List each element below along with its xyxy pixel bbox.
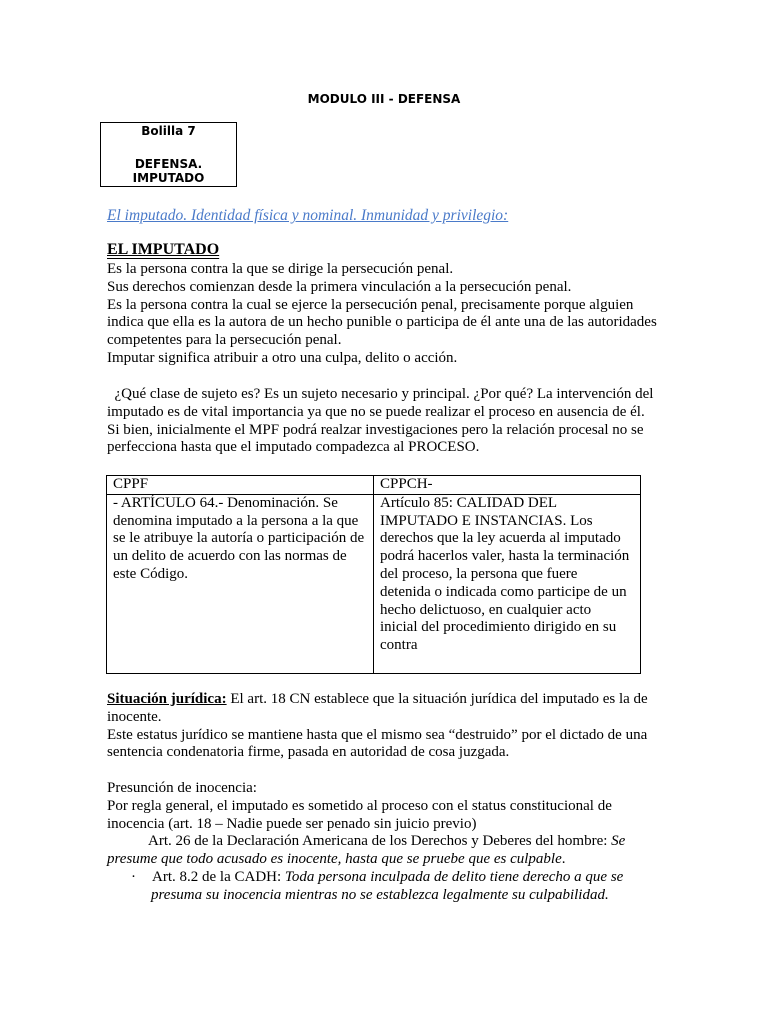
art26-quote-start: Se bbox=[611, 833, 626, 850]
situacion-label: Situación jurídica: bbox=[107, 691, 227, 707]
art26-line-2 bbox=[107, 851, 667, 869]
cell-line: detenida o indicada como participe de un bbox=[380, 583, 627, 600]
bullet-icon: · bbox=[131, 868, 136, 885]
intro-line: Imputar significa atribuir a otro una culpa, delito o acción. bbox=[107, 349, 458, 366]
table-header-cppch: CPPCH- bbox=[374, 476, 641, 495]
cadh-quote-start: Toda persona inculpada de delito tiene derecho a que se bbox=[284, 868, 624, 885]
cell-line: inicial del procedimiento dirigido en su bbox=[380, 619, 617, 636]
cell-line: derechos que la ley acuerda al imputado bbox=[380, 530, 621, 547]
cell-line: del proceso, la persona que fuere bbox=[380, 565, 578, 582]
cadh-quote: presuma su inocencia mientras no se establezca legalmente su culpabilidad. bbox=[151, 886, 609, 903]
table-cell-cppch bbox=[374, 494, 641, 673]
question-line: ¿Qué clase de sujeto es? Es un sujeto necesario y principal. ¿Por qué? La intervención del bbox=[107, 386, 654, 402]
section-link[interactable]: El imputado. Identidad física y nominal. Inmunidad y privilegio: bbox=[107, 207, 509, 224]
cell-line: - ARTÍCULO 64.- Denominación. Se bbox=[113, 494, 338, 511]
bolilla-box bbox=[100, 122, 237, 187]
presuncion-line-2: inocencia (art. 18 – Nadie puede ser penado sin juicio previo) bbox=[107, 815, 477, 832]
presuncion-paragraph bbox=[107, 780, 667, 905]
module-title: MODULO III - DEFENSA bbox=[307, 92, 461, 106]
art26-line-1 bbox=[107, 833, 667, 851]
cell-line: Artículo 85: CALIDAD DEL bbox=[380, 494, 558, 511]
art26-end: . bbox=[561, 851, 566, 868]
cell-line: IMPUTADO E INSTANCIAS. Los bbox=[380, 512, 593, 529]
imputado-heading: EL IMPUTADO bbox=[107, 241, 220, 258]
cell-line: denomina imputado a la persona a la que bbox=[113, 512, 359, 529]
intro-line: indica que ella es la autora de un hecho punible o participa de él ante una de las autoridades bbox=[107, 314, 657, 331]
table-header-cppf: CPPF bbox=[107, 476, 374, 495]
situacion-line-2: inocente. bbox=[107, 708, 162, 725]
cell-line: un delito de acuerdo con las normas de bbox=[113, 548, 347, 565]
cell-line: hecho delictuoso, en cualquier acto bbox=[380, 601, 592, 618]
cell-line: este Código. bbox=[113, 565, 188, 582]
question-line: imputado es de vital importancia ya que no se puede realizar el proceso en ausencia de él. bbox=[107, 403, 645, 420]
cell-line: podrá hacerlos valer, hasta la terminación bbox=[380, 548, 630, 565]
intro-paragraph bbox=[107, 261, 667, 368]
bolilla-number: Bolilla 7 bbox=[141, 124, 196, 138]
cadh-prefix: Art. 8.2 de la CADH: bbox=[152, 868, 285, 885]
cell-line: se le atribuye la autoría o participación de bbox=[113, 530, 365, 547]
situacion-line-1 bbox=[107, 691, 667, 709]
art26-prefix: Art. 26 de la Declaración Americana de los Derechos y Deberes del hombre: bbox=[148, 833, 612, 850]
intro-line: Sus derechos comienzan desde la primera vinculación a la persecución penal. bbox=[107, 278, 572, 295]
intro-line: Es la persona contra la que se dirige la persecución penal. bbox=[107, 261, 454, 277]
intro-line: Es la persona contra la cual se ejerce la persecución penal, precisamente porque alguien bbox=[107, 296, 634, 313]
question-paragraph bbox=[107, 386, 667, 457]
presuncion-title: Presunción de inocencia: bbox=[107, 780, 257, 796]
art26-quote: presume que todo acusado es inocente, hasta que se pruebe que es culpable bbox=[107, 851, 562, 868]
comparison-table bbox=[106, 475, 641, 674]
situacion-line-3: Este estatus jurídico se mantiene hasta que el mismo sea “destruido” por el dictado de una bbox=[107, 726, 648, 743]
table-cell-cppf bbox=[107, 494, 374, 673]
question-line: perfecciona hasta que el imputado compadezca al PROCESO. bbox=[107, 439, 480, 456]
cell-line: contra bbox=[380, 637, 418, 654]
cadh-line-2 bbox=[107, 887, 667, 905]
intro-line: competentes para la persecución penal. bbox=[107, 332, 342, 349]
bolilla-topic: DEFENSA. IMPUTADO bbox=[132, 157, 205, 185]
question-line: Si bien, inicialmente el MPF podrá realzar investigaciones pero la relación procesal no se bbox=[107, 421, 644, 438]
presuncion-line-1: Por regla general, el imputado es sometido al proceso con el status constitucional de bbox=[107, 797, 612, 814]
situacion-text: El art. 18 CN establece que la situación jurídica del imputado es la de bbox=[226, 691, 648, 707]
situacion-line-4: sentencia condenatoria firme, pasada en autoridad de cosa juzgada. bbox=[107, 744, 510, 761]
cadh-line-1 bbox=[107, 869, 667, 887]
situacion-paragraph bbox=[107, 691, 667, 762]
